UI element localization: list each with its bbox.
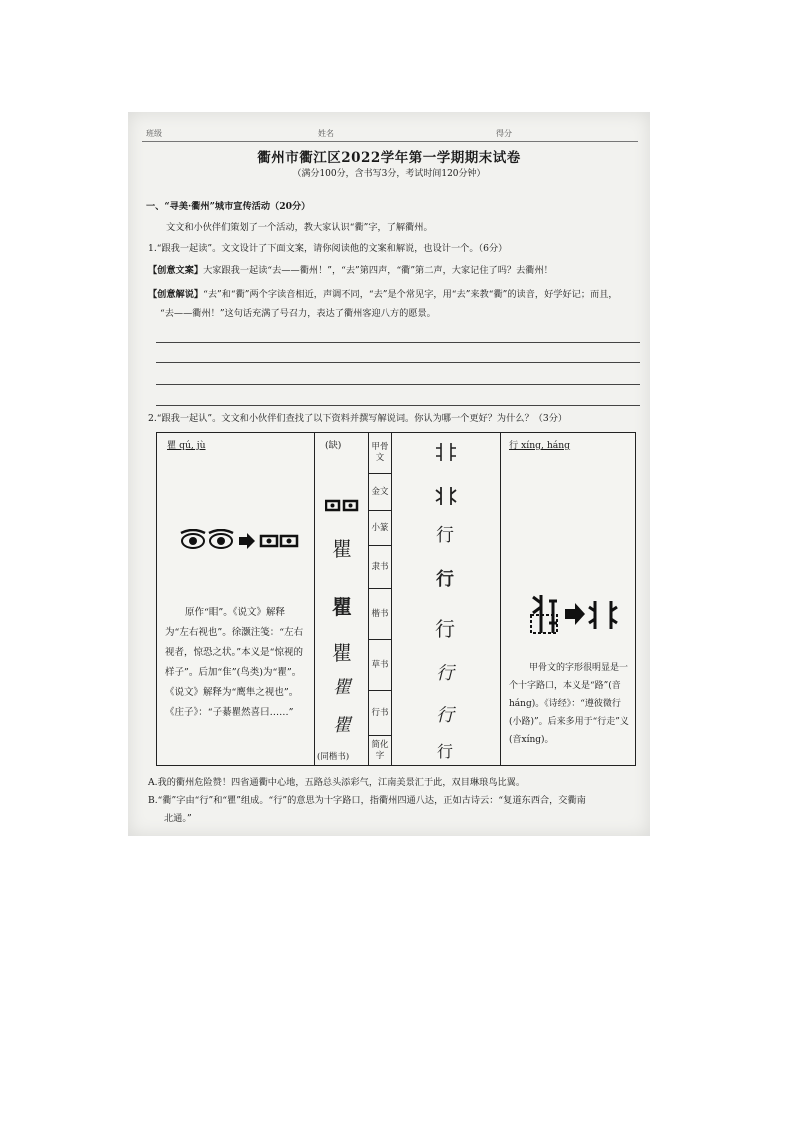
qu-explanation: 原作“䀠”。《说文》解释为“左右视也”。徐灏注笺：“左右视者，惊恐之状。”本义是“惊视的样子”。后加“隹”(鸟类)为“瞿”。《说文》解释为“鹰隼之视也”。《庄子》：“子綦瞿然喜曰……” bbox=[165, 607, 304, 718]
eyes-pictograph-icon bbox=[179, 529, 309, 557]
xing-caoshu-glyph: 行 bbox=[436, 663, 454, 684]
xing-xiaozhuan-glyph: 行 bbox=[436, 525, 454, 546]
xing-xingshu-glyph: 行 bbox=[436, 705, 454, 726]
qu-xingshu-glyph: 瞿 bbox=[333, 715, 351, 736]
class-label: 班级 bbox=[146, 129, 162, 138]
copy-label: 【创意文案】 bbox=[148, 265, 204, 276]
copy-text: 大家跟我一起读“去——衢州！”，“去”第四声，“衢”第二声，大家记住了吗？去衢州！ bbox=[203, 265, 553, 276]
explain-label: 【创意解说】 bbox=[148, 289, 204, 300]
qu-jinwen-glyph bbox=[325, 499, 359, 513]
name-label: 姓名 bbox=[318, 129, 334, 138]
section1-intro: 文文和小伙伴们策划了一个活动，教大家认识“衢”字，了解衢州。 bbox=[166, 222, 433, 233]
answer-line-1[interactable] bbox=[156, 342, 640, 343]
script-jinwen: 金文 bbox=[369, 474, 391, 511]
q1-explain bbox=[148, 288, 618, 301]
section1-heading: 一、“寻美·衢州”城市宣传活动（20分） bbox=[146, 201, 311, 212]
script-jiaguwen: 甲骨文 bbox=[369, 433, 391, 474]
xing-jinwen-glyph bbox=[435, 485, 457, 507]
script-lishu: 隶书 bbox=[369, 546, 391, 589]
option-a: A.我的衢州危险赞！四省通衢中心地，五路总头添彩气，江南美景汇于此，双目琳琅鸟比翼。 bbox=[148, 777, 526, 788]
qu-xiaozhuan-glyph: 瞿 bbox=[332, 537, 352, 561]
qu-lishu-glyph: 瞿 bbox=[332, 595, 352, 619]
answer-line-4[interactable] bbox=[156, 405, 640, 406]
qu-caoshu-glyph: 瞿 bbox=[333, 677, 351, 698]
xing-jiaguwen-glyph bbox=[435, 441, 457, 463]
score-label: 得分 bbox=[496, 129, 512, 138]
qu-kaishu-glyph: 瞿 bbox=[332, 641, 352, 665]
xing-kaishu-glyph: 行 bbox=[435, 617, 455, 641]
header-divider bbox=[142, 141, 638, 142]
crossroads-pictograph-icon bbox=[529, 593, 629, 637]
script-caoshu: 草书 bbox=[369, 640, 391, 691]
character-panel bbox=[156, 432, 636, 766]
same-kaishu-label: (同楷书) bbox=[317, 752, 350, 762]
script-jianhuazi: 简化字 bbox=[371, 739, 389, 761]
qu-heading: 瞿 qú, jù bbox=[167, 440, 206, 451]
q1-copy bbox=[148, 264, 553, 277]
missing-label: (缺) bbox=[325, 440, 342, 451]
q2-prompt: 2.“跟我一起认”。文文和小伙伴们查找了以下资料并撰写解说词。你认为哪一个更好？为什么？（3分） bbox=[148, 413, 568, 424]
exam-title: 衢州市衢江区2022学年第一学期期末试卷 bbox=[257, 150, 521, 166]
answer-line-2[interactable] bbox=[156, 362, 640, 363]
xing-explanation: 甲骨文的字形很明显是一个十字路口，本义是“路”(音háng)。《诗经》：“遵彼微行(小路)”。后来多用于“行走”义(音xíng)。 bbox=[509, 663, 629, 745]
option-b-line1: B.“衢”字由“行”和“瞿”组成。“行”的意思为十字路口，指衢州四通八达，正如古诗云：“复道东西合，交衢南 bbox=[148, 795, 586, 806]
option-b-line2: 北通。” bbox=[164, 813, 192, 824]
script-kaishu: 楷书 bbox=[369, 589, 391, 640]
q1-prompt: 1.“跟我一起读”。文文设计了下面文案，请你阅读他的文案和解说，也设计一个。（6分） bbox=[148, 243, 508, 254]
xing-jianhua-glyph: 行 bbox=[436, 742, 453, 761]
explain-text-1: “去”和“衢”两个字读音相近，声调不同，“去”是个常见字，用“去”来教“衢”的读音，好学好记；而且， bbox=[203, 289, 618, 300]
xing-heading: 行 xíng, háng bbox=[509, 440, 571, 451]
explain-text-2: “去——衢州！”这句话充满了号召力，表达了衢州客迎八方的愿景。 bbox=[160, 308, 436, 319]
script-xiaozhuan: 小篆 bbox=[369, 511, 391, 546]
answer-line-3[interactable] bbox=[156, 384, 640, 385]
xing-lishu-glyph: 行 bbox=[436, 569, 454, 590]
exam-subtitle: （满分100分，含书写3分，考试时间120分钟） bbox=[292, 169, 486, 179]
header-strip bbox=[142, 128, 638, 142]
script-xingshu: 行书 bbox=[369, 691, 391, 736]
